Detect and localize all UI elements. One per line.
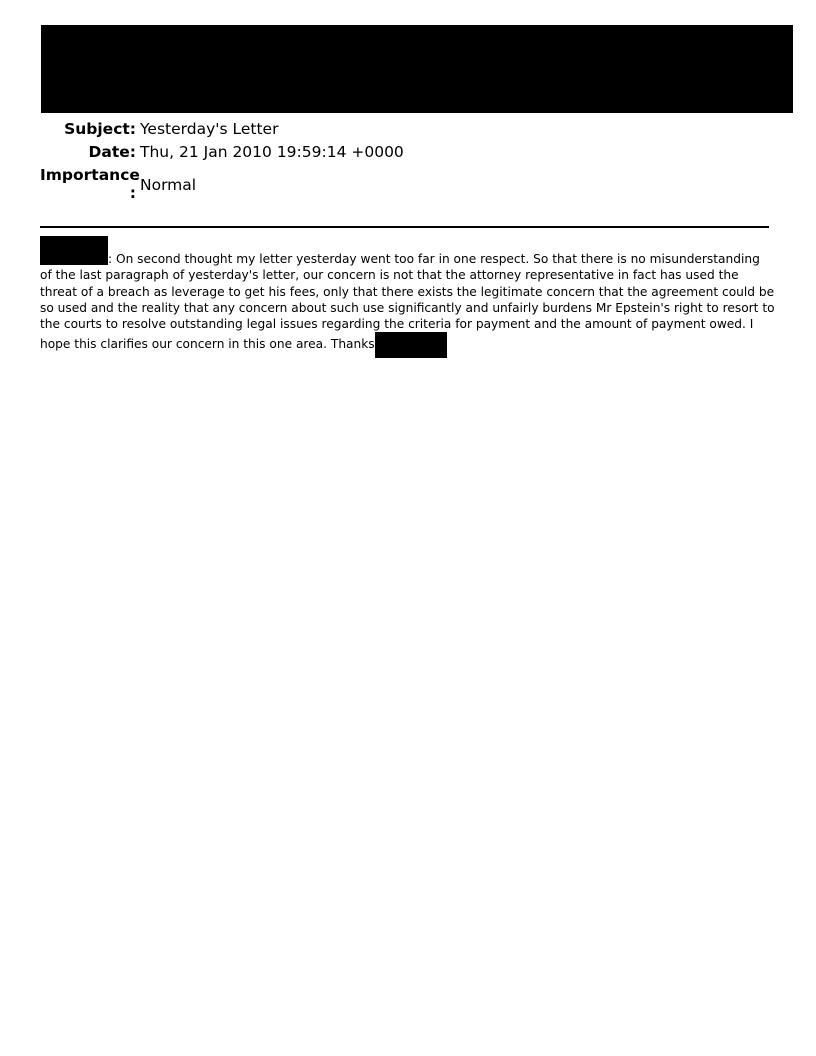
subject-label: Subject: bbox=[64, 120, 136, 138]
importance-row bbox=[40, 166, 740, 202]
date-row bbox=[40, 143, 740, 161]
importance-label-line2: : bbox=[129, 184, 136, 202]
importance-value: Normal bbox=[140, 176, 197, 194]
date-label: Date: bbox=[88, 143, 136, 161]
date-value: Thu, 21 Jan 2010 19:59:14 +0000 bbox=[140, 143, 404, 161]
message-text: On second thought my letter yesterday went too far in one respect. So that there is no misunderstanding of the last paragraph of yesterday's letter, our concern is not that the attorney representative in fact has used the threat of a breach as leverage to get his fees, only that there exists the legitimate concern that the agreement could be so used and the reality that any concern about such use significantly and unfairly burdens Mr Epstein's right to resort to the courts to resolve outstanding legal issues regarding the criteria for payment and the amount of payment owed. I hope this clarifies our concern in this one area. Thanks bbox=[40, 252, 775, 352]
header-divider bbox=[40, 226, 769, 228]
header-redaction-block bbox=[41, 25, 793, 113]
importance-label-line1: Importance bbox=[40, 166, 140, 184]
message-body bbox=[40, 248, 775, 358]
greeting-redaction bbox=[40, 236, 108, 265]
subject-row bbox=[40, 120, 740, 138]
greeting-colon: : bbox=[108, 252, 113, 266]
importance-label bbox=[40, 166, 140, 202]
subject-value: Yesterday's Letter bbox=[140, 120, 279, 138]
signoff-redaction bbox=[375, 332, 447, 358]
